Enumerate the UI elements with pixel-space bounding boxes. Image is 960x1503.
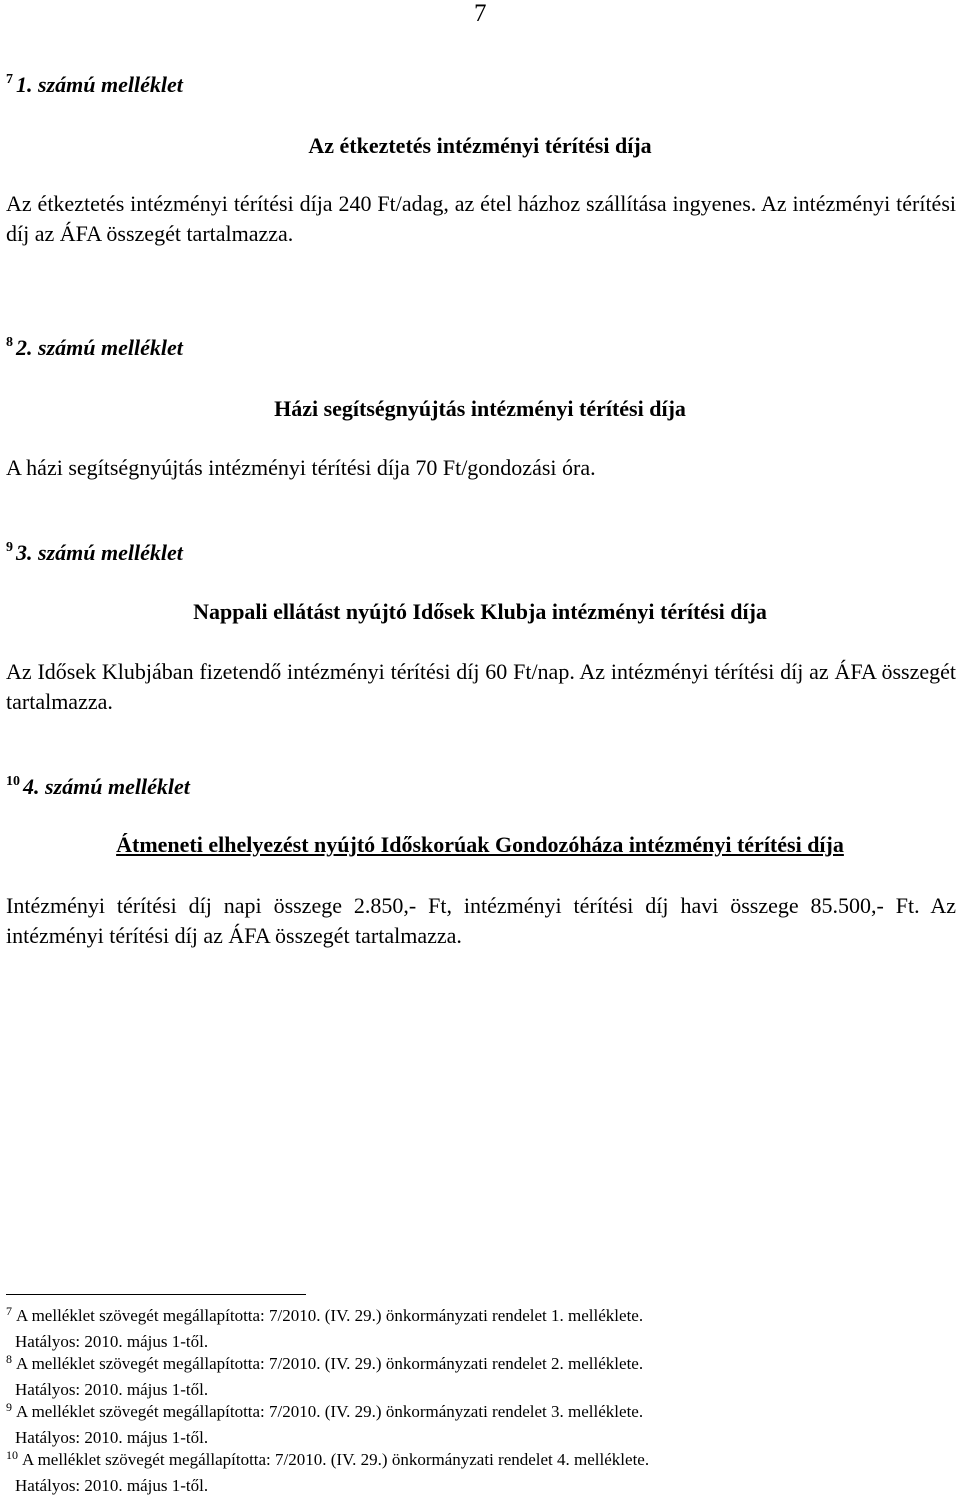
heading-text: 1. számú melléklet	[16, 72, 183, 97]
section-text: Az étkeztetés intézményi térítési díja 240 Ft/adag, az étel házhoz szállítása ingyenes. Az intézményi térítési díj az ÁFA összegét tartalmazza.	[6, 191, 956, 246]
footnote-number: 7	[6, 1304, 12, 1318]
footnote-separator	[6, 1294, 306, 1295]
footnote-marker: 8	[6, 335, 13, 350]
footnote	[6, 1354, 643, 1374]
footnote-text: A melléklet szövegét megállapította: 7/2010. (IV. 29.) önkormányzati rendelet 2. melléklete.	[16, 1354, 644, 1373]
section-heading	[6, 72, 183, 98]
section-text: A házi segítségnyújtás intézményi térítési díja 70 Ft/gondozási óra.	[6, 455, 596, 480]
footnote-effective-date: Hatályos: 2010. május 1-től.	[15, 1380, 209, 1399]
footnote-text: A melléklet szövegét megállapította: 7/2010. (IV. 29.) önkormányzati rendelet 4. melléklete.	[22, 1450, 650, 1469]
footnote-text: A melléklet szövegét megállapította: 7/2010. (IV. 29.) önkormányzati rendelet 3. melléklete.	[16, 1402, 644, 1421]
section-title: Átmeneti elhelyezést nyújtó Időskorúak Gondozóháza intézményi térítési díja	[116, 832, 844, 857]
footnote	[6, 1306, 643, 1326]
footnote-number: 8	[6, 1352, 12, 1366]
section-title: Nappali ellátást nyújtó Idősek Klubja intézményi térítési díja	[193, 599, 767, 624]
section-heading	[6, 540, 183, 566]
footnote-effective-date: Hatályos: 2010. május 1-től.	[15, 1332, 209, 1351]
footnote-number: 10	[6, 1448, 18, 1462]
section-title: Az étkeztetés intézményi térítési díja	[308, 133, 652, 158]
footnote-number: 9	[6, 1400, 12, 1414]
footnote	[6, 1402, 643, 1422]
section-heading	[6, 774, 190, 800]
footnote-text: A melléklet szövegét megállapította: 7/2010. (IV. 29.) önkormányzati rendelet 1. melléklete.	[16, 1306, 644, 1325]
footnote-marker: 7	[6, 72, 13, 87]
footnote-effective-date: Hatályos: 2010. május 1-től.	[15, 1428, 209, 1447]
heading-text: 3. számú melléklet	[16, 540, 183, 565]
footnote-marker: 10	[6, 774, 20, 789]
section-text: Intézményi térítési díj napi összege 2.850,- Ft, intézményi térítési díj havi összege 85.500,- Ft. Az intézményi térítési díj az ÁFA összegét tartalmazza.	[6, 893, 956, 948]
heading-text: 2. számú melléklet	[16, 335, 183, 360]
footnote-effective-date: Hatályos: 2010. május 1-től.	[15, 1476, 209, 1495]
heading-text: 4. számú melléklet	[23, 774, 190, 799]
section-title: Házi segítségnyújtás intézményi térítési díja	[274, 396, 686, 421]
section-text: Az Idősek Klubjában fizetendő intézményi térítési díj 60 Ft/nap. Az intézményi térítési díj az ÁFA összegét tartalmazza.	[6, 659, 956, 714]
footnote	[6, 1450, 649, 1470]
footnote-marker: 9	[6, 540, 13, 555]
section-heading	[6, 335, 183, 361]
page-number: 7	[474, 0, 487, 27]
